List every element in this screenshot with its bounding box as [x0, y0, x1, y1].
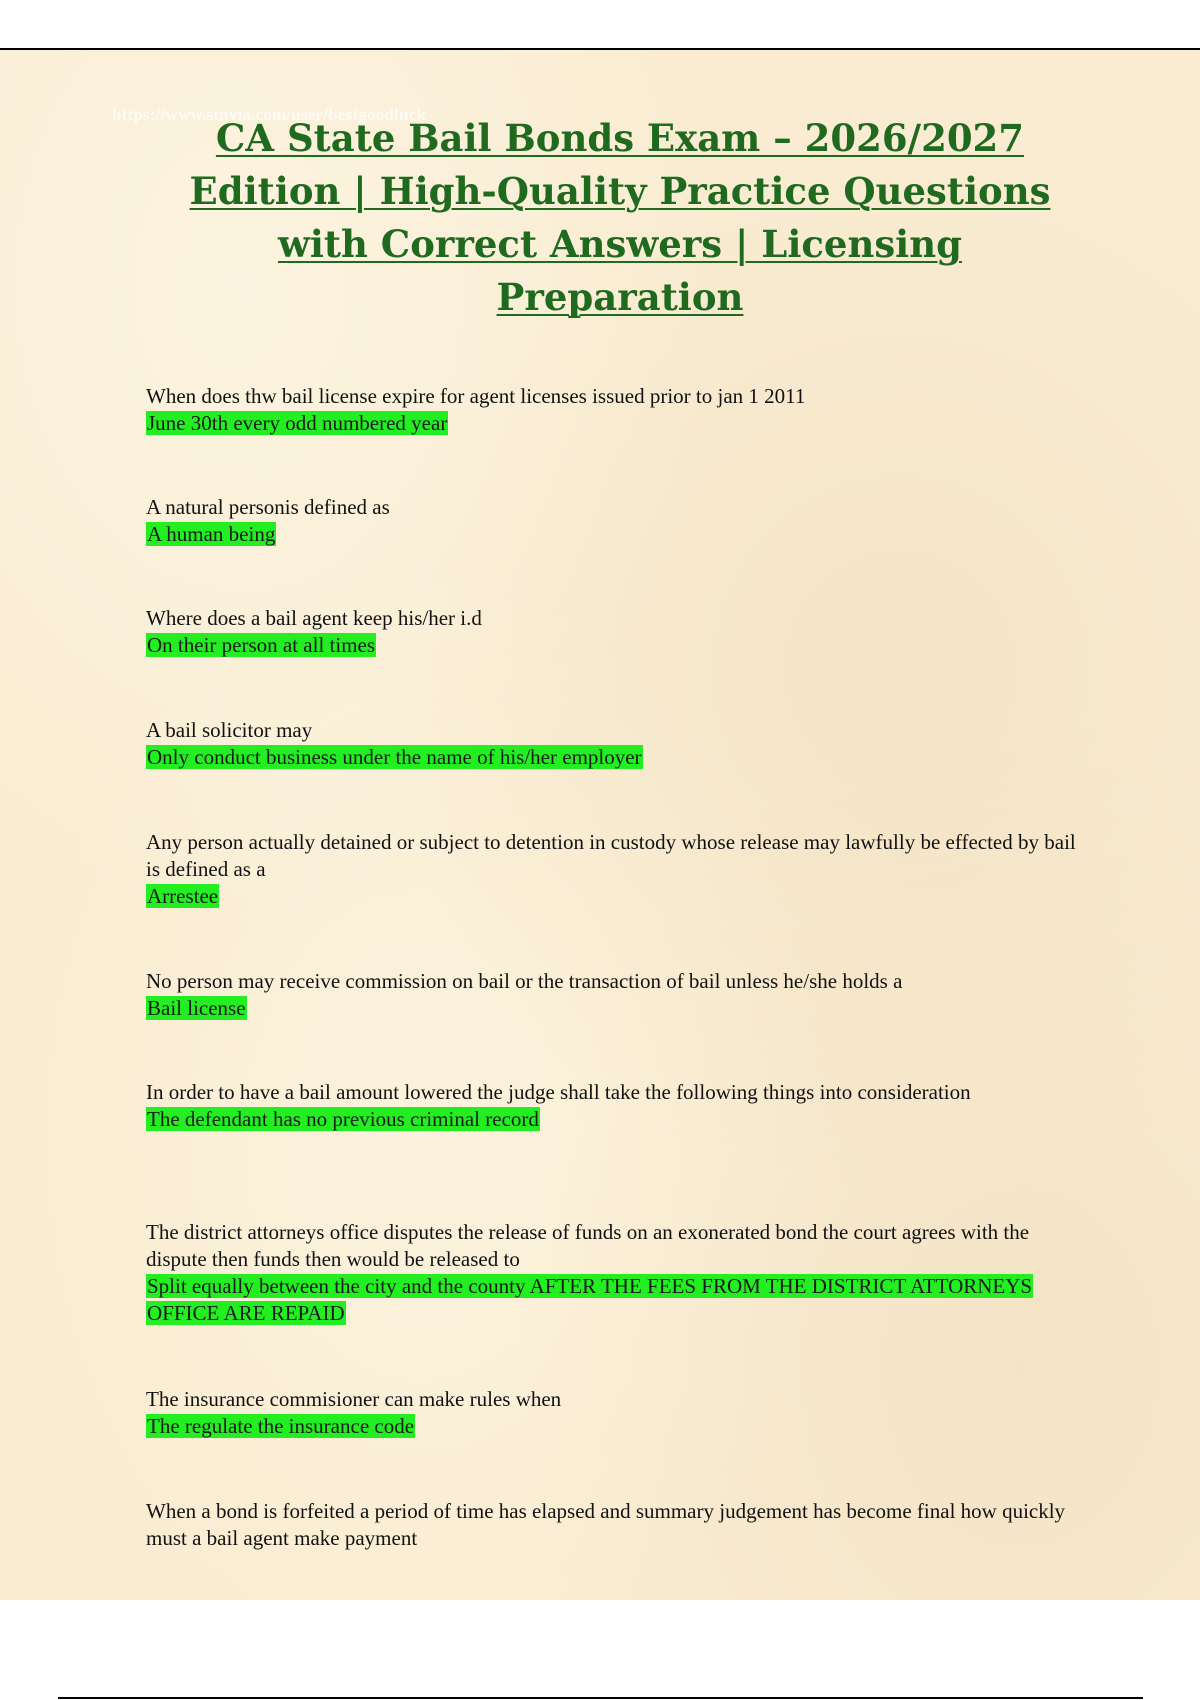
watermark-url: https://www.stuvia.com/user/bestgoodluck [112, 105, 427, 124]
qa-item [146, 1079, 1091, 1133]
qa-item [146, 1498, 1091, 1552]
question: The district attorneys office disputes the release of funds on an exonerated bond the court agrees with the dispute then funds then would be released to [146, 1220, 1030, 1271]
answer [146, 1273, 1091, 1327]
answer [146, 1413, 1091, 1440]
question: A natural personis defined as [146, 495, 390, 519]
qa-item [146, 968, 1091, 1022]
bottom-rule [58, 1697, 1143, 1699]
answer [146, 521, 1091, 548]
answer-highlight: On their person at all times [147, 633, 376, 657]
question: Any person actually detained or subject to detention in custody whose release may lawfully be effected by bail is defined as a [146, 830, 1076, 881]
answer [146, 632, 1091, 659]
answer [146, 995, 1091, 1022]
answer-highlight: Arrestee [147, 884, 219, 908]
answer-highlight: The defendant has no previous criminal record [147, 1107, 539, 1131]
qa-item [146, 829, 1091, 910]
answer [146, 1106, 1091, 1133]
question: Where does a bail agent keep his/her i.d [146, 606, 482, 630]
qa-item [146, 383, 1091, 437]
answer [146, 410, 1091, 437]
answer-highlight: Split equally between the city and the county AFTER THE FEES FROM THE DISTRICT ATTORNEYS OFFICE ARE REPAID [147, 1274, 1033, 1325]
question: No person may receive commission on bail or the transaction of bail unless he/she holds a [146, 969, 903, 993]
answer [146, 744, 1091, 771]
question: A bail solicitor may [146, 718, 313, 742]
question: The insurance commisioner can make rules when [146, 1387, 562, 1411]
question: In order to have a bail amount lowered the judge shall take the following things into consideration [146, 1080, 971, 1104]
question: When does thw bail license expire for agent licenses issued prior to jan 1 2011 [146, 384, 806, 408]
answer-highlight: A human being [147, 522, 276, 546]
question: When a bond is forfeited a period of time has elapsed and summary judgement has become final how quickly must a bail agent make payment [146, 1499, 1066, 1550]
answer-highlight: Only conduct business under the name of his/her employer [147, 745, 642, 769]
answer [146, 883, 1091, 910]
qa-item [146, 1386, 1091, 1440]
qa-item [146, 494, 1091, 548]
document-title: CA State Bail Bonds Exam – 2026/2027 Edition | High-Quality Practice Questions with Correct Answers | Licensing Preparation [189, 116, 1051, 319]
answer-highlight: Bail license [147, 996, 246, 1020]
qa-item [146, 605, 1091, 659]
answer-highlight: The regulate the insurance code [147, 1414, 415, 1438]
answer-highlight: June 30th every odd numbered year [147, 411, 448, 435]
qa-item [146, 1219, 1091, 1327]
qa-item [146, 717, 1091, 771]
